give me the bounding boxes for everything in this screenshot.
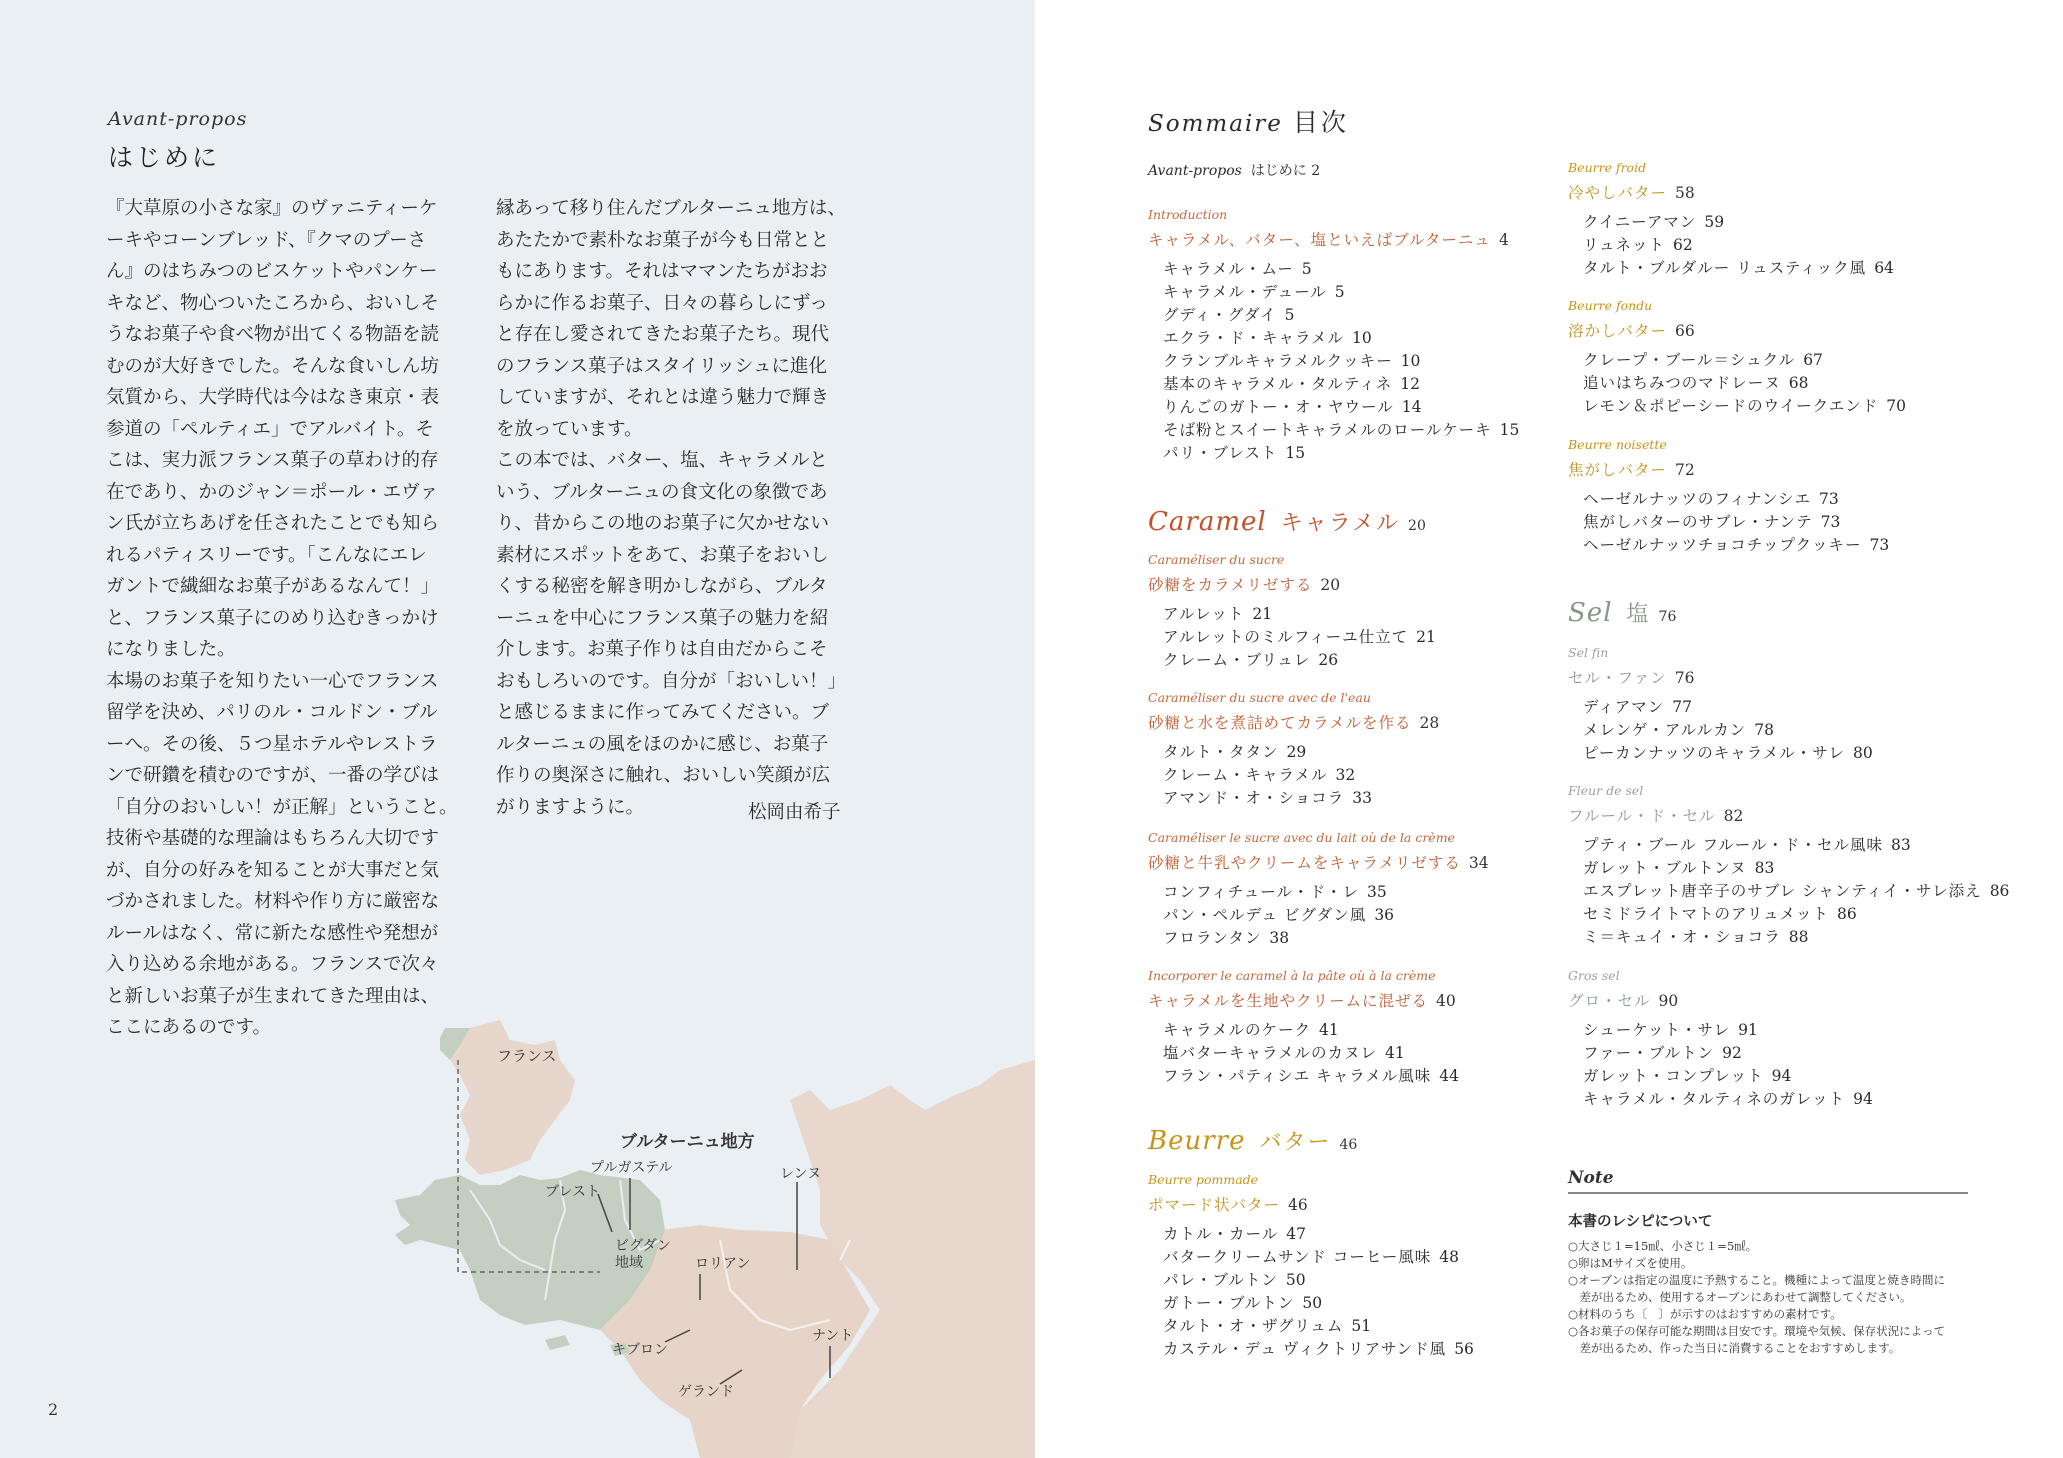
toc-item-beurre-0-0 [1163,1222,1306,1244]
toc-item-beurre-0-5 [1163,1337,1474,1359]
toc-item-intro-4 [1163,349,1420,371]
toc-item-beurre-1-0 [1583,210,1724,232]
toc-item-page: 78 [1754,721,1775,739]
toc-item-page: 88 [1788,928,1809,946]
toc-item-intro-0 [1163,257,1312,279]
toc-section-ja-sel-2 [1568,989,1678,1011]
toc-item-intro-5 [1163,372,1420,394]
toc-section-ja-caramel-0 [1148,573,1340,595]
toc-section-fr-beurre-0: Beurre pommade [1148,1172,1259,1187]
toc-caramel-title [1148,506,1426,537]
toc-section-page: 76 [1674,669,1695,687]
note-heading: Note [1568,1168,1614,1188]
toc-section-ja-beurre-0 [1148,1193,1308,1215]
toc-item-name: クレーム・キャラメル [1163,766,1328,784]
toc-section-fr-beurre-1: Beurre froid [1568,160,1647,175]
toc-item-name: 焦がしバターのサブレ・ナンテ [1583,513,1813,531]
toc-item-page: 12 [1400,375,1421,393]
toc-section-ja-text: フルール・ド・セル [1568,807,1716,825]
toc-item-page: 80 [1853,744,1873,762]
toc-item-page: 21 [1416,628,1436,646]
toc-item-sel-2-2 [1583,1064,1791,1086]
toc-beurre-page: 46 [1339,1137,1358,1153]
toc-item-name: タルト・タタン [1163,743,1279,761]
toc-item-name: ミ＝キュイ・オ・ショコラ [1583,928,1781,946]
toc-section-fr-sel-1: Fleur de sel [1568,783,1644,798]
toc-item-page: 5 [1284,306,1295,324]
toc-caramel-fr: Caramel [1148,507,1267,537]
toc-item-name: ピーカンナッツのキャラメル・サレ [1583,744,1845,762]
toc-item-name: パレ・ブルトン [1163,1271,1278,1289]
toc-section-ja-caramel-1 [1148,711,1439,733]
note-subtitle: 本書のレシピについて [1568,1213,1713,1230]
toc-item-page: 62 [1673,236,1693,254]
toc-item-page: 32 [1335,766,1356,784]
toc-item-page: 35 [1367,883,1387,901]
toc-item-caramel-2-0 [1163,880,1387,902]
toc-section-ja-text: ポマード状バター [1148,1196,1281,1214]
toc-item-sel-1-2 [1583,879,2009,901]
toc-item-caramel-0-0 [1163,602,1272,624]
sommaire-title-fr: Sommaire [1148,111,1283,137]
toc-section-fr-caramel-3: Incorporer le caramel à la pâte où à la crème [1148,968,1436,983]
toc-item-page: 44 [1439,1067,1459,1085]
intro-column-1: 『大草原の小さな家』のヴァニティーケ ーキやコーンブレッド、『クマのプーさ ん』のはちみつのビスケットやパンケー キなど、物心ついたころから、おいしそ うなお菓子や食べ物が出てくる物語を読 むのが大好きでした。そんな食いしん坊 気質から、大学時代は今はなき東京・表 参道の「ペルティエ」でアルバイト。そ こは、実力派フランス菓子の草わけ的存 在であり、かのジャン＝ポール・エヴァ ン氏が立ちあげを任されたことでも知ら れるパティスリーです。「こんなにエレ ガントで繊細なお菓子があるなんて！」 と、フランス菓子にのめり込むきっかけ になりました。 本場のお菓子を知りたい一心でフランス 留学を決め、パリのル・コルドン・ブル ーへ。その後、５つ星ホテルやレストラ ンで研鑽を積むのですが、一番の学びは 「自分のおいしい！が正解」ということ。 技術や基礎的な理論はもちろん大切です が、自分の好みを知ることが大事だと気 づかされました。材料や作り方に厳密な ルールはなく、常に新たな感性や発想が 入り込める余地がある。フランスで次々 と新しいお菓子が生まれてきた理由は、 ここにあるのです。 [106,198,458,1038]
toc-item-intro-3 [1163,326,1372,348]
toc-item-sel-2-3 [1583,1087,1873,1109]
toc-item-name: パン・ペルデュ ビグダン風 [1163,906,1367,924]
toc-item-page: 94 [1853,1090,1873,1108]
toc-intro-fr: Introduction [1148,207,1228,222]
toc-item-sel-0-2 [1583,741,1873,763]
toc-item-name: リュネット [1583,236,1666,254]
toc-item-page: 15 [1285,444,1306,462]
avant-propos-label: Avant-propos [108,108,248,130]
map-label-nantes: ナント [812,1328,854,1344]
toc-item-caramel-0-1 [1163,625,1436,647]
toc-item-page: 21 [1252,605,1273,623]
map-label-guerande: ゲランド [678,1384,734,1400]
toc-item-page: 59 [1704,213,1725,231]
toc-section-ja-text: グロ・セル [1568,992,1651,1010]
toc-avant-propos-page: 2 [1311,163,1321,179]
toc-avant-propos-ja: はじめに [1250,163,1307,179]
toc-beurre-ja: バター [1259,1130,1332,1155]
toc-item-page: 10 [1352,329,1372,347]
toc-section-ja-sel-0 [1568,666,1694,688]
toc-beurre-fr: Beurre [1148,1126,1246,1156]
toc-intro-ja [1148,228,1509,250]
toc-avant-propos [1148,160,1320,180]
toc-item-name: プティ・ブール フルール・ド・セル風味 [1583,836,1883,854]
toc-intro-page: 4 [1498,231,1509,249]
toc-item-caramel-0-2 [1163,648,1338,670]
toc-section-page: 90 [1658,992,1679,1010]
toc-item-sel-0-1 [1583,718,1774,740]
toc-section-ja-text: 砂糖をカラメリゼする [1148,576,1313,594]
toc-item-caramel-3-1 [1163,1041,1405,1063]
toc-item-intro-2 [1163,303,1295,325]
toc-item-name: コンフィチュール・ド・レ [1163,883,1359,901]
toc-item-beurre-0-4 [1163,1314,1371,1336]
toc-item-caramel-2-1 [1163,903,1394,925]
toc-section-fr-caramel-0: Caraméliser du sucre [1148,552,1285,567]
toc-section-fr-caramel-1: Caraméliser du sucre avec de l'eau [1148,690,1371,705]
toc-item-page: 15 [1499,421,1520,439]
toc-item-sel-2-1 [1583,1041,1742,1063]
map-label-france: フランス [497,1047,557,1065]
toc-item-intro-8 [1163,441,1305,463]
toc-item-page: 26 [1318,651,1339,669]
toc-item-sel-0-0 [1583,695,1692,717]
toc-section-page: 82 [1723,807,1744,825]
intro-column-2: 縁あって移り住んだブルターニュ地方は、 あたたかで素朴なお菓子が今も日常とと もにあります。それはママンたちがおお らかに作るお菓子、日々の暮らしにずっ と存在し愛されてきたお菓子たち。現代 のフランス菓子はスタイリッシュに進化 していますが、それとは違う魅力で輝き を放っています。 この本では、バター、塩、キャラメルと いう、ブルターニュの食文化の象徴であ り、昔からこの地のお菓子に欠かせない 素材にスポットをあて、お菓子をおいし くする秘密を解き明かしながら、ブルタ ーニュを中心にフランス菓子の魅力を紹 介します。お菓子作りは自由だからこそ おもしろいのです。自分が「おいしい！」 と感じるままに作ってみてください。ブ ルターニュの風をほのかに感じ、お菓子 作りの奥深さに触れ、おいしい笑顔が広 がりますように。 [496,198,847,818]
toc-section-fr-beurre-2: Beurre fondu [1568,298,1653,313]
toc-item-name: ヘーゼルナッツチョコチップクッキー [1583,536,1862,554]
toc-item-sel-2-0 [1583,1018,1758,1040]
map-label-brest: ブレスト [545,1184,601,1200]
toc-section-ja-sel-1 [1568,804,1743,826]
toc-section-ja-text: キャラメルを生地やクリームに混ぜる [1148,992,1429,1010]
toc-item-beurre-1-2 [1583,256,1894,278]
sommaire-title-ja: 目次 [1292,108,1349,137]
toc-item-name: エクラ・ド・キャラメル [1163,329,1345,347]
toc-item-page: 70 [1886,397,1907,415]
toc-section-ja-text: 砂糖と水を煮詰めてカラメルを作る [1148,714,1412,732]
toc-item-page: 36 [1374,906,1395,924]
toc-item-beurre-1-1 [1583,233,1693,255]
toc-item-name: 塩バターキャラメルのカヌレ [1163,1044,1378,1062]
toc-item-caramel-1-1 [1163,763,1355,785]
toc-item-page: 5 [1301,260,1312,278]
toc-sel-fr: Sel [1568,598,1613,628]
toc-item-page: 10 [1400,352,1421,370]
toc-section-ja-beurre-2 [1568,319,1695,341]
toc-item-name: パリ・ブレスト [1163,444,1278,462]
toc-item-page: 83 [1754,859,1775,877]
map-france [450,1020,575,1175]
map-island-1 [545,1335,570,1350]
toc-item-beurre-2-2 [1583,394,1906,416]
toc-item-name: 基本のキャラメル・タルティネ [1163,375,1393,393]
toc-sel-ja: 塩 [1626,602,1651,627]
toc-item-name: キャラメル・タルティネのガレット [1583,1090,1846,1108]
toc-item-page: 91 [1738,1021,1758,1039]
toc-item-caramel-1-0 [1163,740,1306,762]
toc-item-name: エスプレット唐辛子のサブレ シャンティイ・サレ添え [1583,882,1982,900]
toc-item-caramel-2-2 [1163,926,1289,948]
toc-caramel-page: 20 [1408,518,1426,534]
toc-item-page: 73 [1820,513,1841,531]
toc-item-page: 47 [1286,1225,1306,1243]
toc-item-name: グディ・グダイ [1163,306,1277,324]
page-number: 2 [48,1400,59,1419]
toc-item-name: キャラメル・ムー [1163,260,1294,278]
toc-section-ja-beurre-3 [1568,458,1695,480]
toc-item-page: 86 [1989,882,2010,900]
toc-item-page: 56 [1454,1340,1474,1358]
toc-item-name: アルレットのミルフィーユ仕立て [1163,628,1409,646]
toc-item-name: バタークリームサンド コーヒー風味 [1163,1248,1432,1266]
toc-item-name: シューケット・サレ [1583,1021,1731,1039]
toc-item-page: 50 [1285,1271,1306,1289]
toc-item-page: 64 [1874,259,1894,277]
map-label-region: ブルターニュ地方 [620,1132,755,1152]
toc-item-beurre-2-0 [1583,348,1823,370]
toc-item-name: キャラメルのケーク [1163,1021,1312,1039]
toc-item-name: セミドライトマトのアリュメット [1583,905,1829,923]
toc-item-name: クレーム・ブリュレ [1163,651,1311,669]
toc-item-name: カステル・デュ ヴィクトリアサンド風 [1163,1340,1447,1358]
toc-item-intro-7 [1163,418,1519,440]
note-rule [1568,1192,1968,1194]
toc-item-sel-1-0 [1583,833,1911,855]
toc-item-intro-1 [1163,280,1345,302]
toc-item-sel-1-4 [1583,925,1808,947]
map-label-quiberon: キブロン [612,1342,668,1358]
toc-section-ja-beurre-1 [1568,181,1695,203]
toc-section-ja-text: 焦がしバター [1568,461,1668,479]
toc-sel-title [1568,597,1676,628]
toc-section-fr-sel-2: Gros sel [1568,968,1620,983]
toc-section-page: 28 [1419,714,1440,732]
toc-item-name: クランブルキャラメルクッキー [1163,352,1393,370]
toc-item-page: 41 [1319,1021,1339,1039]
toc-item-page: 86 [1836,905,1857,923]
note-body: ○大さじ１=15㎖、小さじ１=5㎖。 ○卵はMサイズを使用。 ○オーブンは指定の温度に予熱すること。機種によって温度と焼き時間に 差が出るため、使用するオーブンにあわせて調整してください。 ○材料のうち〔 〕が示すのはおすすめの素材です。 ○各お菓子の保存可能な期間は目安です。環境や気候、保存状況によって 差が出るため、作った当日に消費することをおすすめします。 [1568,1239,1946,1355]
toc-sel-page: 76 [1658,609,1677,625]
toc-item-page: 14 [1401,398,1422,416]
map-label-lorient: ロリアン [695,1256,751,1272]
toc-item-page: 29 [1286,743,1307,761]
toc-item-name: カトル・カール [1163,1225,1279,1243]
toc-item-page: 50 [1302,1294,1323,1312]
toc-section-fr-beurre-3: Beurre noisette [1568,437,1667,452]
author-signature: 松岡由希子 [748,802,841,823]
toc-item-beurre-0-2 [1163,1268,1306,1290]
toc-item-name: レモン＆ポピーシードのウイークエンド [1583,397,1879,415]
avant-propos-title: はじめに [108,143,221,172]
toc-item-name: キャラメル・デュール [1163,283,1327,301]
toc-item-beurre-3-2 [1583,533,1889,555]
map-label-rennes: レンヌ [780,1166,822,1182]
toc-item-page: 94 [1771,1067,1792,1085]
toc-item-intro-6 [1163,395,1421,417]
toc-section-page: 66 [1675,322,1695,340]
toc-item-name: ガレット・ブルトンヌ [1583,859,1747,877]
toc-caramel-ja: キャラメル [1280,511,1401,536]
toc-item-beurre-3-1 [1583,510,1840,532]
toc-item-caramel-1-2 [1163,786,1372,808]
toc-section-page: 40 [1436,992,1456,1010]
toc-item-page: 83 [1890,836,1911,854]
toc-section-ja-text: セル・ファン [1568,669,1667,687]
toc-item-sel-1-1 [1583,856,1774,878]
map-label-plougastel: プルガステル [590,1160,673,1176]
map-label-bigouden: ビグダン 地域 [615,1238,671,1271]
toc-section-page: 58 [1675,184,1695,202]
toc-item-beurre-0-3 [1163,1291,1322,1313]
toc-item-name: ガトー・ブルトン [1163,1294,1295,1312]
toc-item-beurre-2-1 [1583,371,1808,393]
toc-item-sel-1-3 [1583,902,1857,924]
toc-item-name: ガレット・コンプレット [1583,1067,1764,1085]
toc-item-name: 追いはちみつのマドレーヌ [1583,374,1781,392]
toc-item-name: フロランタン [1163,929,1262,947]
toc-item-name: ファー・ブルトン [1583,1044,1715,1062]
toc-section-page: 34 [1468,854,1489,872]
toc-section-ja-caramel-2 [1148,851,1489,873]
toc-item-page: 38 [1269,929,1290,947]
toc-item-caramel-3-2 [1163,1064,1459,1086]
toc-item-page: 77 [1672,698,1692,716]
toc-item-name: クイニーアマン [1583,213,1697,231]
toc-item-page: 5 [1334,283,1345,301]
toc-beurre-title [1148,1125,1357,1156]
sommaire-title [1148,103,1349,139]
toc-section-page: 72 [1675,461,1695,479]
toc-section-fr-sel-0: Sel fin [1568,645,1609,660]
toc-item-name: ヘーゼルナッツのフィナンシエ [1583,490,1811,508]
toc-item-name: フラン・パティシエ キャラメル風味 [1163,1067,1432,1085]
toc-item-page: 48 [1439,1248,1459,1266]
toc-item-page: 33 [1352,789,1372,807]
toc-item-name: ディアマン [1583,698,1665,716]
toc-avant-propos-fr: Avant-propos [1148,163,1242,179]
toc-intro-ja-text: キャラメル、バター、塩といえばブルターニュ [1148,231,1491,249]
toc-item-name: タルト・ブルダルー リュスティック風 [1583,259,1867,277]
toc-item-page: 41 [1385,1044,1405,1062]
toc-item-page: 73 [1869,536,1890,554]
toc-item-page: 51 [1351,1317,1372,1335]
toc-item-page: 92 [1722,1044,1742,1062]
toc-item-name: メレンゲ・アルルカン [1583,721,1747,739]
toc-section-ja-caramel-3 [1148,989,1456,1011]
toc-item-caramel-3-0 [1163,1018,1339,1040]
toc-item-beurre-0-1 [1163,1245,1459,1267]
toc-item-name: そば粉とスイートキャラメルのロールケーキ [1163,421,1492,439]
toc-section-ja-text: 溶かしバター [1568,322,1668,340]
toc-item-name: クレープ・ブール＝シュクル [1583,351,1796,369]
toc-item-page: 73 [1818,490,1839,508]
toc-item-name: アルレット [1163,605,1245,623]
toc-section-fr-caramel-2: Caraméliser le sucre avec du lait où de la crème [1148,830,1455,845]
toc-item-beurre-3-0 [1583,487,1839,509]
toc-item-name: タルト・オ・ザグリュム [1163,1317,1344,1335]
toc-section-page: 20 [1320,576,1341,594]
toc-section-ja-text: 冷やしバター [1568,184,1668,202]
toc-item-page: 68 [1788,374,1809,392]
toc-item-page: 67 [1803,351,1823,369]
toc-section-page: 46 [1288,1196,1308,1214]
toc-section-ja-text: 砂糖と牛乳やクリームをキャラメリゼする [1148,854,1461,872]
toc-item-name: アマンド・オ・ショコラ [1163,789,1345,807]
toc-item-name: りんごのガトー・オ・ヤウール [1163,398,1394,416]
